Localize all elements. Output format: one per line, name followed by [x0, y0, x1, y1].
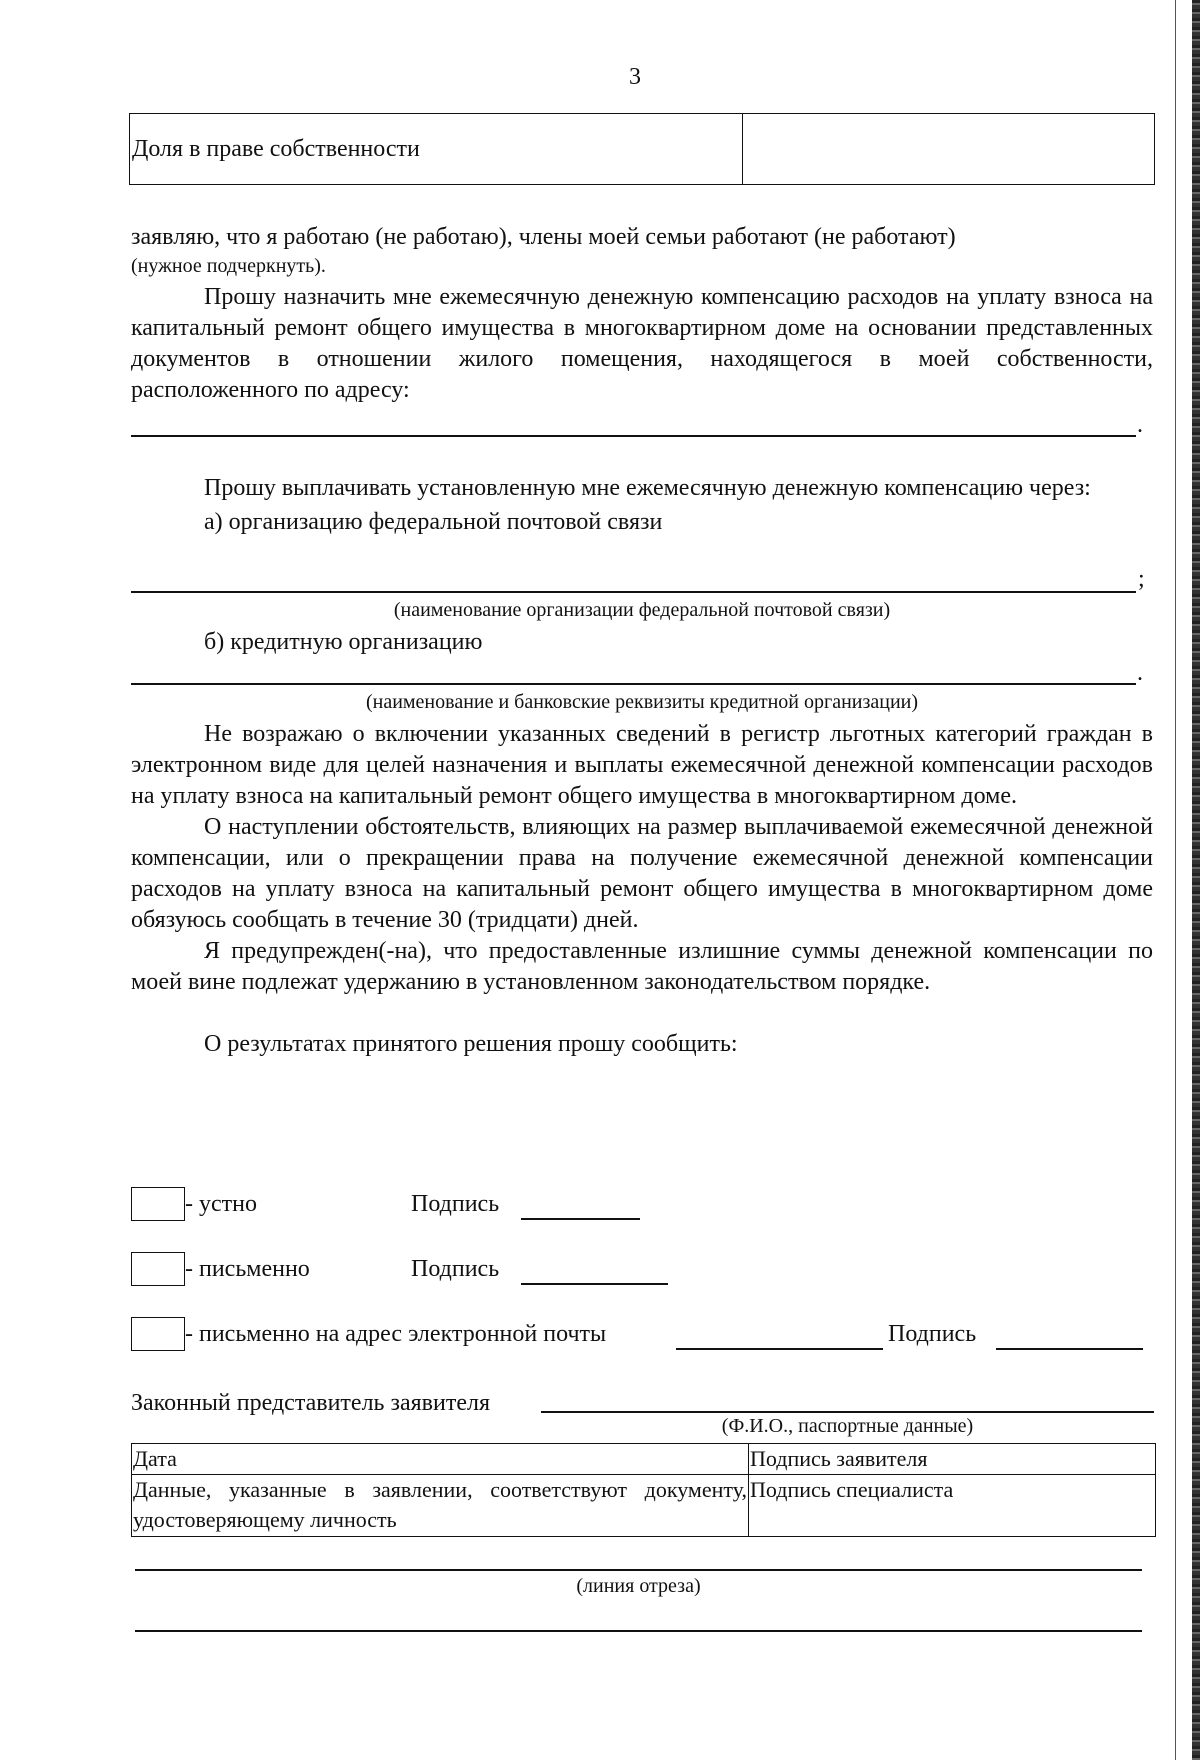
notify-email-signature-label: Подпись — [888, 1321, 977, 1347]
statement-block — [131, 222, 1153, 406]
cut-line-bottom — [135, 1630, 1142, 1632]
option-b-label: б) кредитную организацию — [204, 629, 483, 655]
credit-organization-caption: (наименование и банковские реквизиты кредитной организации) — [365, 691, 919, 713]
ownership-share-value-cell[interactable] — [743, 114, 1155, 185]
ownership-share-label: Доля в праве собственности — [130, 114, 743, 185]
notify-intro: О результатах принятого решения прошу сообщить: — [204, 1031, 738, 1057]
notify-email-signature-line[interactable] — [996, 1348, 1143, 1350]
specialist-signature-cell: Подпись специалиста — [749, 1475, 1156, 1537]
postal-line-end: ; — [1138, 566, 1145, 592]
option-b-block — [131, 627, 1153, 658]
warning-paragraph: Я предупрежден(-на), что предоставленные излишние суммы денежной компенсации по моей вине подлежат удержанию в установленном законодательством порядке. — [131, 938, 1153, 995]
credit-organization-line[interactable] — [131, 683, 1136, 685]
obligation-paragraph: О наступлении обстоятельств, влияющих на размер выплачиваемой ежемесячной денежной компенсации, или о прекращении права на получение ежемесячной денежной компенсации расходов на уплату взноса на капитальный ремонт общего имущества в многоквартирном доме обязуюсь сообщать в течение 30 (тридцати) дней. — [131, 814, 1153, 933]
notify-option-oral — [131, 1187, 1131, 1221]
work-statement: заявляю, что я работаю (не работаю), члены моей семьи работают (не работают) — [131, 224, 956, 250]
verification-table — [131, 1443, 1156, 1537]
date-cell: Дата — [132, 1444, 749, 1475]
identity-check-cell: Данные, указанные в заявлении, соответствуют документу, удостоверяющему личность — [132, 1475, 749, 1537]
notify-email-checkbox[interactable] — [131, 1317, 185, 1351]
ownership-share-table — [129, 113, 1155, 185]
cut-line-top — [135, 1569, 1142, 1571]
underline-note: (нужное подчеркнуть). — [131, 255, 326, 277]
notify-oral-label: - устно — [185, 1191, 257, 1217]
notify-oral-signature-line[interactable] — [521, 1218, 640, 1220]
address-line[interactable] — [131, 435, 1136, 437]
notify-written-label: - письменно — [185, 1256, 310, 1282]
postal-organization-line[interactable] — [131, 591, 1136, 593]
obligations-block — [131, 719, 1153, 1060]
representative-caption: (Ф.И.О., паспортные данные) — [721, 1415, 974, 1437]
option-a-label: а) организацию федеральной почтовой связи — [204, 509, 663, 535]
representative-label: Законный представитель заявителя — [131, 1390, 490, 1416]
applicant-signature-cell: Подпись заявителя — [749, 1444, 1156, 1475]
payment-request: Прошу выплачивать установленную мне ежемесячную денежную компенсацию через: — [204, 475, 1091, 501]
notify-option-email — [131, 1317, 1151, 1351]
notify-oral-checkbox[interactable] — [131, 1187, 185, 1221]
representative-line[interactable] — [541, 1411, 1154, 1413]
notify-option-written — [131, 1252, 1131, 1286]
notify-oral-signature-label: Подпись — [411, 1191, 500, 1217]
notify-email-label: - письменно на адрес электронной почты — [185, 1321, 607, 1347]
email-address-line[interactable] — [676, 1348, 883, 1350]
credit-line-end: . — [1137, 660, 1143, 686]
notify-written-signature-label: Подпись — [411, 1256, 500, 1282]
consent-paragraph: Не возражаю о включении указанных сведений в регистр льготных категорий граждан в электронном виде для целей назначения и выплаты ежемесячной денежной компенсации расходов на уплату взноса на капитальный ремонт общего имущества в многоквартирном доме. — [131, 721, 1153, 809]
payment-block — [131, 473, 1153, 538]
cut-line-label: (линия отреза) — [576, 1575, 701, 1597]
page-number: 3 — [629, 64, 641, 90]
notify-written-signature-line[interactable] — [521, 1283, 668, 1285]
postal-organization-caption: (наименование организации федеральной почтовой связи) — [393, 599, 891, 621]
notify-written-checkbox[interactable] — [131, 1252, 185, 1286]
compensation-request: Прошу назначить мне ежемесячную денежную компенсацию расходов на уплату взноса на капитальный ремонт общего имущества в многоквартирном доме на основании представленных документов в отношении жилого помещения, находящегося в моей собственности, расположенного по адресу: — [131, 284, 1153, 403]
address-line-end: . — [1137, 412, 1143, 438]
